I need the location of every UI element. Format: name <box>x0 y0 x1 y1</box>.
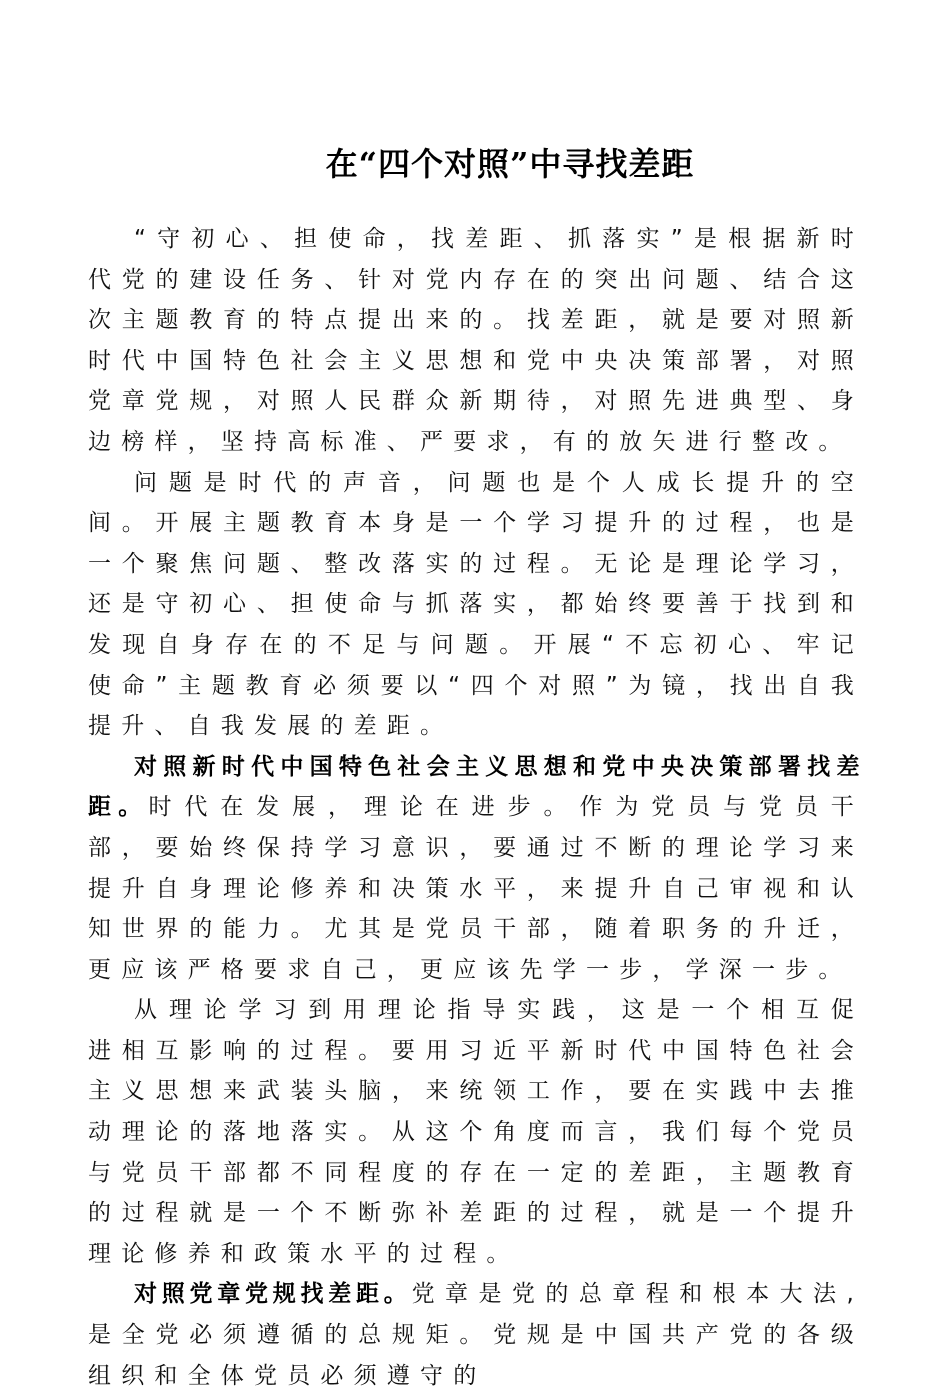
section-heading-party-rules: 对照党章党规找差距。 <box>134 1281 412 1308</box>
paragraph-text: 问题是时代的声音，问题也是个人成长提升的空间。开展主题教育本身是一个学习提升的过程，也是一个聚焦问题、整改落实的过程。无论是理论学习，还是守初心、担使命与抓落实，都始终要善于找到和发现自身存在的不足与问题。开展“不忘初心、牢记使命”主题教育必须要以“四个对照”为镜，找出自我提升、自我发展的差距。 <box>88 469 864 740</box>
paragraph-1 <box>88 219 864 463</box>
paragraph-2 <box>88 463 864 747</box>
paragraph-4 <box>88 990 864 1274</box>
section-heading-theory: 对照新时代中国特色社会主义思想和党中央决策部署找差距。 <box>88 753 864 821</box>
paragraph-text: “守初心、担使命，找差距、抓落实”是根据新时代党的建设任务、针对党内存在的突出问题、结合这次主题教育的特点提出来的。找差距，就是要对照新时代中国特色社会主义思想和党中央决策部署，对照党章党规，对照人民群众新期待，对照先进典型、身边榜样，坚持高标准、严要求，有的放矢进行整改。 <box>88 226 864 455</box>
document-body <box>88 219 864 1396</box>
paragraph-text: 党章是党的总章程和根本大法,是全党必须遵循的总规矩。党规是中国共产党的各级组织和全体党员必须遵守的 <box>88 1281 864 1389</box>
paragraph-text: 从理论学习到用理论指导实践，这是一个相互促进相互影响的过程。要用习近平新时代中国特色社会主义思想来武装头脑，来统领工作，要在实践中去推动理论的落地落实。从这个角度而言，我们每个党员与党员干部都不同程度的存在一定的差距，主题教育的过程就是一个不断弥补差距的过程，就是一个提升理论修养和政策水平的过程。 <box>88 997 864 1267</box>
paragraph-5 <box>88 1274 864 1396</box>
paragraph-text: 时代在发展，理论在进步。作为党员与党员干部，要始终保持学习意识，要通过不断的理论学习来提升自身理论修养和决策水平，来提升自己审视和认知世界的能力。尤其是党员干部，随着职务的升迁，更应该严格要求自己，更应该先学一步，学深一步。 <box>88 794 865 983</box>
document-title: 在“四个对照”中寻找差距 <box>325 145 695 183</box>
paragraph-3 <box>88 747 864 991</box>
